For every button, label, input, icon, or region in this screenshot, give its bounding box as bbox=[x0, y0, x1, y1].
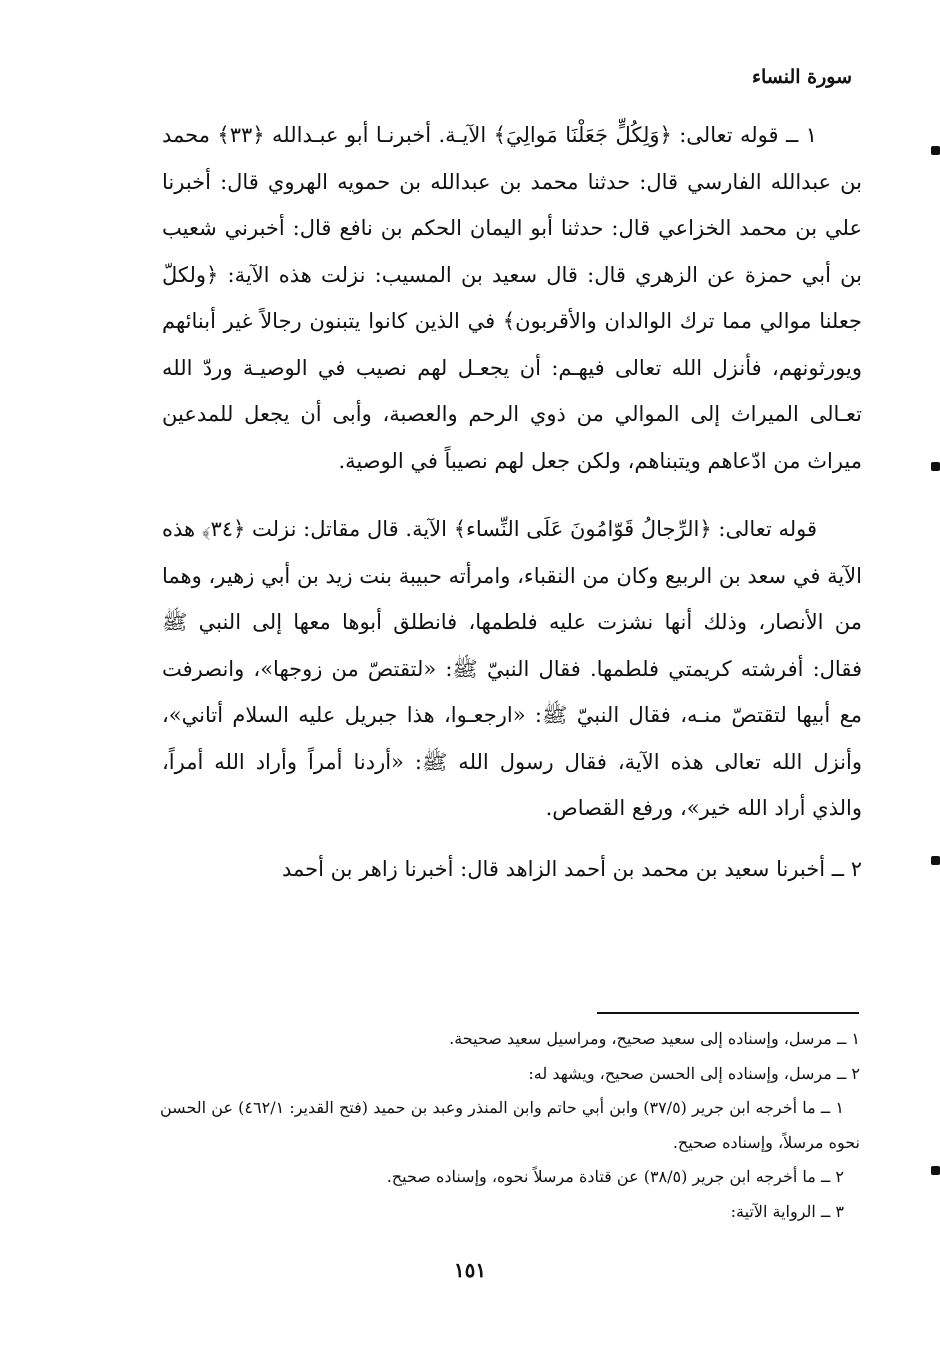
paragraph-gap bbox=[162, 484, 862, 506]
surah-title: سورة النساء bbox=[752, 66, 852, 88]
edge-mark bbox=[931, 146, 940, 155]
main-text bbox=[162, 112, 862, 892]
footnote-2-sub-3: ٣ ــ الرواية الآتية: bbox=[730, 1201, 844, 1221]
footnote-1: ١ ــ مرسل، وإسناده إلى سعيد صحيح، ومراسيل سعيد صحيحة. bbox=[449, 1029, 860, 1048]
paragraph-narration-2: ٢ ــ أخبرنا سعيد بن محمد بن أحمد الزاهد قال: أخبرنا زاهر بن أحمد bbox=[282, 856, 862, 881]
footnote-2: ٢ ــ مرسل، وإسناده إلى الحسن صحيح، ويشهد له: bbox=[528, 1063, 860, 1083]
edge-mark bbox=[931, 1166, 940, 1175]
footnote-divider bbox=[597, 1012, 859, 1014]
paragraph-verse-33: ١ ــ قوله تعالى: ﴿وَلِكُلٍّ جَعَلْنَا مَوالِيَ﴾ الآيـة. أخبرنـا أبو عبـدالله ﴿٣٣﴾ محمد بن عبدالله الفارسي قال: حدثنا محمد بن عبدالله بن حمويه الهروي قال: أخبرنا علي بن محمد الخزاعي قال: حدثنا أبو اليمان الحكم بن نافع قال: أخبرني شعيب بن أبي حمزة عن الزهري قال: قال سعيد بن المسيب: نزلت هذه الآية: ﴿ولكلّ جعلنا موالي مما ترك الوالدان والأقربون﴾ في الذين كانوا يتبنون رجالاً غير أبنائهم ويورثونهم، فأنزل الله تعالى فيهـم: أن يجعـل لهم نصيب في الوصيـة وردّ الله تعـالى الميراث إلى الموالي من ذوي الرحم والعصبة، وأبى أن يجعل للمدعين ميراث من ادّعاهم ويتبناهم، ولكن جعل لهم نصيباً في الوصية. bbox=[162, 123, 862, 473]
edge-mark bbox=[931, 856, 940, 865]
footnote-2-sub-1: ١ ــ ما أخرجه ابن جرير (٣٧/٥) وابن أبي حاتم وابن المنذر وعبد بن حميد (فتح القدير: ٤٦٢/١) عن الحسن نحوه مرسلاً، وإسناده صحيح. bbox=[160, 1098, 860, 1152]
paragraph-verse-34: قوله تعالى: ﴿الرِّجالُ قَوّامُونَ عَلَى النِّساء﴾ الآية. قال مقاتل: نزلت ﴿٣٤﴾ هذه الآية في سعد بن الربيع وكان من النقباء، وامرأته حبيبة بنت زيد بن أبي زهير، وهما من الأنصار، وذلك أنها نشزت عليه فلطمها، فانطلق أبوها معها إلى النبي ﷺ فقال: أفرشته كريمتي فلطمها. فقال النبيّ ﷺ: «لتقتصّ من زوجها»، وانصرفت مع أبيها لتقتصّ منـه، فقال النبيّ ﷺ: «ارجعـوا، هذا جبريل عليه السلام أتاني»، وأنزل الله تعالى هذه الآية، فقال رسول الله ﷺ: «أردنا أمراً وأراد الله أمراً، والذي أراد الله خير»، ورفع القصاص. bbox=[162, 517, 862, 820]
paragraph-gap bbox=[162, 832, 862, 846]
edge-mark bbox=[931, 462, 940, 471]
page-number: ١٥١ bbox=[453, 1258, 487, 1282]
footnotes bbox=[160, 1022, 860, 1229]
footnote-2-sub-2: ٢ ــ ما أخرجه ابن جرير (٣٨/٥) عن قتادة مرسلاً نحوه، وإسناده صحيح. bbox=[386, 1167, 844, 1186]
